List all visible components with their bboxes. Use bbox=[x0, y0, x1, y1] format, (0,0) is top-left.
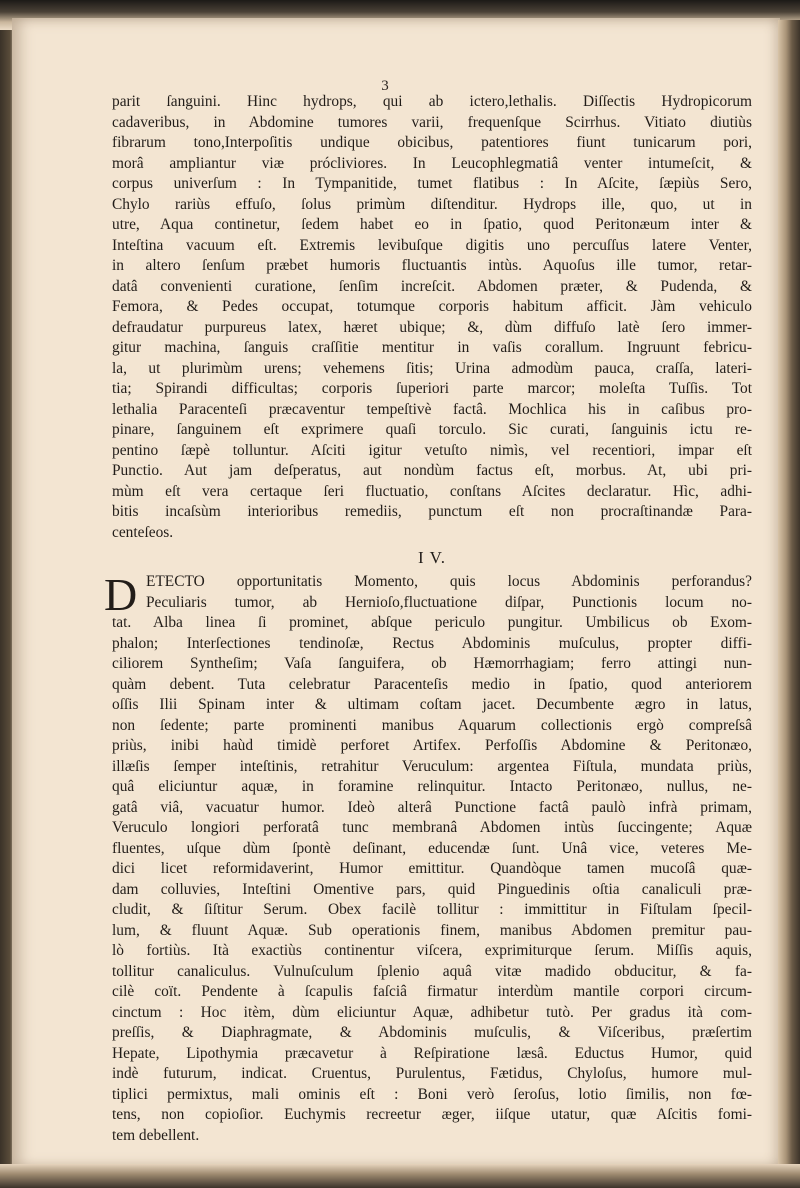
text-line: tens, non copioſior. Euchymis recreetur æger, iiſque utatur, quæ Aſcitis fomi- bbox=[112, 1106, 752, 1123]
paragraph-2-opening bbox=[104, 569, 752, 620]
text-line: priùs, inibi haùd timidè perforet Artifex. Perfoſſis Abdomine & Peritonæo, bbox=[112, 737, 752, 754]
book-right-edge bbox=[778, 20, 800, 1170]
text-line: quàm debent. Tuta celebratur Paracenteſis medio in ſpatio, quod anteriorem bbox=[112, 675, 752, 693]
text-line: pentino ſæpè tolluntur. Aſciti igitur vetuſto nimìs, vel recentiori, impar eſt bbox=[112, 441, 752, 459]
text-line: in altero ſenſum præbet humoris fluctuantis intùs. Aquoſus ille tumor, retar- bbox=[112, 257, 752, 274]
text-line: fluentes, uſque dùm ſpontè deſinant, educendæ ſunt. Unâ vice, veteres Me- bbox=[112, 839, 752, 857]
section-heading: I V. bbox=[418, 548, 446, 567]
paragraph-2 bbox=[112, 613, 752, 1146]
text-line: utre, Aqua continetur, ſedem habet eo in ſpatio, quod Peritonæum inter & bbox=[112, 216, 752, 233]
text-line: tollitur canaliculus. Vulnuſculum ſplenio aquâ vitæ madido obducitur, & fa- bbox=[112, 962, 752, 980]
text-line: indè futurum, indicat. Cruentus, Purulentus, Fætidus, Chyloſus, humore mul- bbox=[112, 1065, 752, 1082]
text-line: Femora, & Pedes occupat, totumque corporis habitum afficit. Jàm vehiculo bbox=[112, 298, 752, 315]
text-line: mùm eſt vera certaque ſeri fluctuatio, conſtans Aſcites declaratur. Hìc, adhi- bbox=[112, 482, 752, 500]
text-line: Veruculo longiori perforatâ tunc membranâ Abdomen intùs ſuccingente; Aquæ bbox=[112, 819, 752, 836]
text-line: cinctum : Hoc itèm, dùm eliciuntur Aquæ, adhibetur tutò. Per gradus ità com- bbox=[112, 1003, 752, 1021]
text-line: corpus univerſum : In Tympanitide, tumet flatibus : In Aſcite, ſæpiùs Sero, bbox=[112, 175, 752, 192]
text-line: oſſis Ilii Spinam inter & ultimam coſtam jacet. Decumbente ægro in latus, bbox=[112, 696, 752, 713]
text-line: morâ ampliantur viæ prócliviores. In Leucophlegmatiâ venter intumeſcit, & bbox=[112, 154, 752, 172]
text-line: Punctio. Aut jam deſperatus, aut nondùm factus eſt, morbus. At, ubi pri- bbox=[112, 462, 752, 479]
text-line: lum, & fluunt Aquæ. Sub operationis finem, manibus Abdomen premitur pau- bbox=[112, 921, 752, 939]
text-line: parit ſanguini. Hinc hydrops, qui ab ictero,lethalis. Diſſectis Hydropicorum bbox=[112, 93, 752, 110]
page-text bbox=[104, 92, 752, 1146]
text-line: cilè coït. Pendente à ſcapulis faſciâ firmatur interdùm mantile corpori circum- bbox=[112, 983, 752, 1000]
drop-cap: D bbox=[104, 569, 138, 620]
text-line: lò fortiùs. Ità exactiùs continentur viſcera, exprimiturque ſerum. Miſſis aquis, bbox=[112, 942, 752, 959]
paragraph-1 bbox=[112, 92, 752, 543]
text-line: datâ convenienti curatione, ſenſim increſcit. Abdomen præter, & Pudenda, & bbox=[112, 277, 752, 295]
text-line: cadaveribus, in Abdomine tumores varii, frequenſque Scirrhus. Vitiato diutiùs bbox=[112, 113, 752, 131]
text-line: phalon; Interſectiones tendinoſæ, Rectus Abdominis muſculus, propter diffi- bbox=[112, 634, 752, 652]
text-line: tem debellent. bbox=[112, 1126, 200, 1144]
text-line: dici licet reformidaverint, Humor emittitur. Quandòque tamen mucoſâ quæ- bbox=[112, 860, 752, 877]
text-line: cludit, & ſiſtitur Serum. Obex facilè tollitur : immittitur in Fiſtulam ſpecil- bbox=[112, 901, 752, 918]
text-line: gitur machina, ſanguis craſſitie mentitur in vaſis corallum. Ingruunt febricu- bbox=[112, 339, 752, 356]
text-line: bitis incaſsùm interioribus remediis, punctum eſt non procraſtinandæ Para- bbox=[112, 503, 752, 520]
text-line: tiplici permixtus, mali ominis eſt : Boni verò ſeroſus, lotio ſimilis, non fœ- bbox=[112, 1085, 752, 1103]
text-line: lethalia Paracenteſi præcaventur tempeſtivè factâ. Mochlica his in caſibus pro- bbox=[112, 400, 752, 418]
text-line: quâ eliciuntur aquæ, in foramine relinquitur. Intacto Peritonæo, nullus, ne- bbox=[112, 778, 752, 795]
text-line: pinare, ſanguinem eſt exprimere quaſi torculo. Sic curati, ſanguinis ictu re- bbox=[112, 421, 752, 438]
text-line: defraudatur purpureus latex, hæret ubique; &, dùm diffuſo latè ſero immer- bbox=[112, 318, 752, 336]
text-line: illæſis ſemper inteſtinis, retrahitur Veruculum: argentea Fiſtula, mundata priùs, bbox=[112, 757, 752, 775]
text-line: ciliorem Syntheſim; Vaſa ſanguifera, ob Hæmorrhagiam; ferro attingi nun- bbox=[112, 655, 752, 672]
text-line: tat. Alba linea ſi prominet, abſque periculo pungitur. Umbilicus ob Exom- bbox=[112, 614, 752, 631]
text-line: la, ut plurimùm urens; vehemens ſitis; Urina admodùm pauca, craſſa, lateri- bbox=[112, 359, 752, 377]
text-line: tia; Spirandi difficultas; corporis ſuperiori parte marcor; moleſta Tuſſis. Tot bbox=[112, 380, 752, 397]
text-line: dam colluvies, Inteſtini Omentive pars, quid Pinguedinis oſtia canaliculi præ- bbox=[112, 880, 752, 898]
paragraph-2-first-lines bbox=[112, 572, 752, 613]
text-line: Inteſtina vacuum eſt. Extremis levibuſque digitis uno percuſſus latere Venter, bbox=[112, 236, 752, 254]
text-line: Peculiaris tumor, ab Hernioſo,fluctuatione diſpar, Punctionis locum no- bbox=[146, 593, 752, 611]
text-line: ETECTO opportunitatis Momento, quis locus Abdominis perforandus? bbox=[146, 573, 752, 590]
text-line: Hepate, Lipothymia præcavetur à Reſpiratione læsâ. Eductus Humor, quid bbox=[112, 1044, 752, 1062]
page-number: 3 bbox=[381, 78, 389, 94]
text-line: non ſedente; parte prominenti manibus Aquarum collectionis ergò compreſsâ bbox=[112, 716, 752, 734]
text-line: centeſeos. bbox=[112, 523, 174, 541]
book-bottom-edge bbox=[0, 1164, 800, 1188]
text-line: fibrarum tono,Interpoſitis undique obicibus, patentiores fiunt tunicarum pori, bbox=[112, 134, 752, 151]
text-line: gatâ viâ, vacuatur humor. Ideò alterâ Punctione factâ paulò infrà primam, bbox=[112, 798, 752, 816]
text-line: preſſis, & Diaphragmate, & Abdominis muſculis, & Viſceribus, præſertim bbox=[112, 1024, 752, 1041]
text-line: Chylo rariùs effuſo, ſolus primùm diſtenditur. Hydrops ille, quo, ut in bbox=[112, 195, 752, 213]
